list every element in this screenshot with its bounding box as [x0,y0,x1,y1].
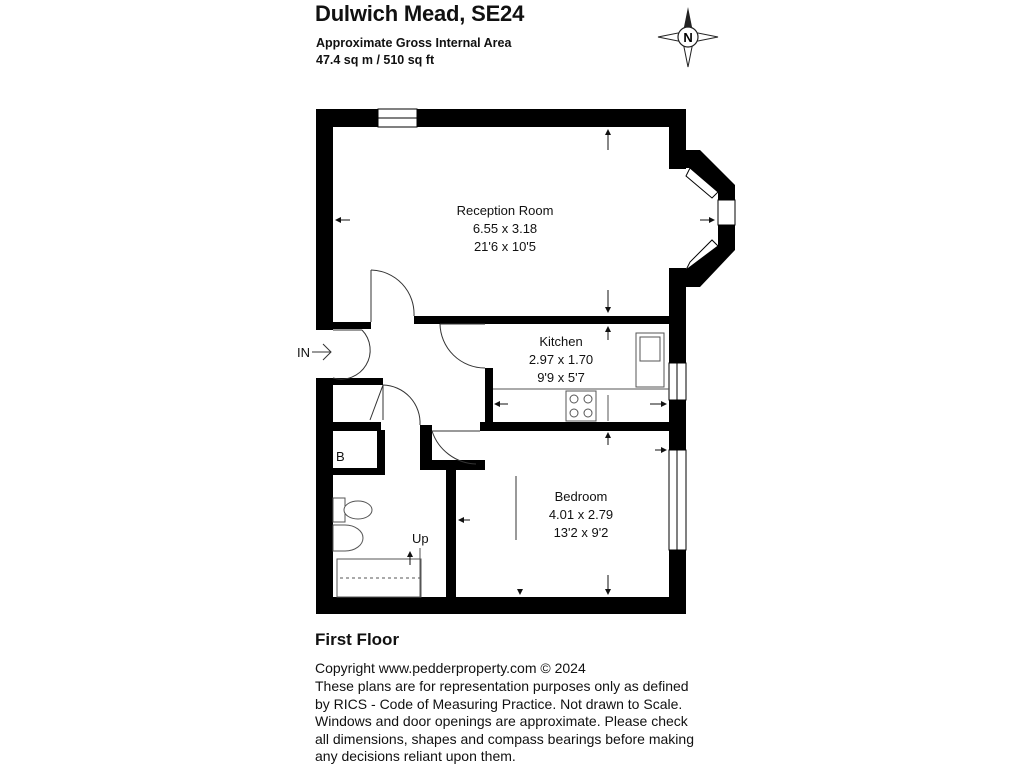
bedroom-label [549,489,613,540]
kitchen-label [529,334,593,385]
boiler-label: B [336,449,345,464]
compass-north-label: N [683,30,693,45]
bedroom-metric: 4.01 x 2.79 [548,507,614,522]
kitchen-name: Kitchen [539,334,583,349]
bedroom-imperial: 13'2 x 9'2 [553,525,609,540]
gross-area-value: 47.4 sq m / 510 sq ft [316,53,435,67]
reception-room-label [457,203,554,254]
copyright-text: Copyright www.pedderproperty.com © 2024 [315,660,586,676]
disclaimer-text: These plans are for representation purposes only as defined by RICS - Code of Measuring Practice. Not drawn to Scale. Windows and door openings are approximate. Please check all dimensions, shapes and compass bearings before making any decisions reliant upon them. [315,678,694,764]
reception-room-imperial: 21'6 x 10'5 [473,239,537,254]
stairs-up-label: Up [412,531,429,546]
compass-north-icon [658,7,718,67]
bedroom-name: Bedroom [554,489,608,504]
floor-label: First Floor [315,630,400,649]
kitchen-metric: 2.97 x 1.70 [528,352,594,367]
gross-area-label: Approximate Gross Internal Area [316,36,512,50]
kitchen-imperial: 9'9 x 5'7 [537,370,585,385]
reception-room-metric: 6.55 x 3.18 [472,221,538,236]
interior-walls [316,316,686,600]
reception-room-name: Reception Room [456,203,554,218]
bathroom-fixtures [333,498,421,597]
property-title: Dulwich Mead, SE24 [315,1,525,26]
entrance-label: IN [297,345,310,360]
entrance-arrow-icon [312,344,331,360]
